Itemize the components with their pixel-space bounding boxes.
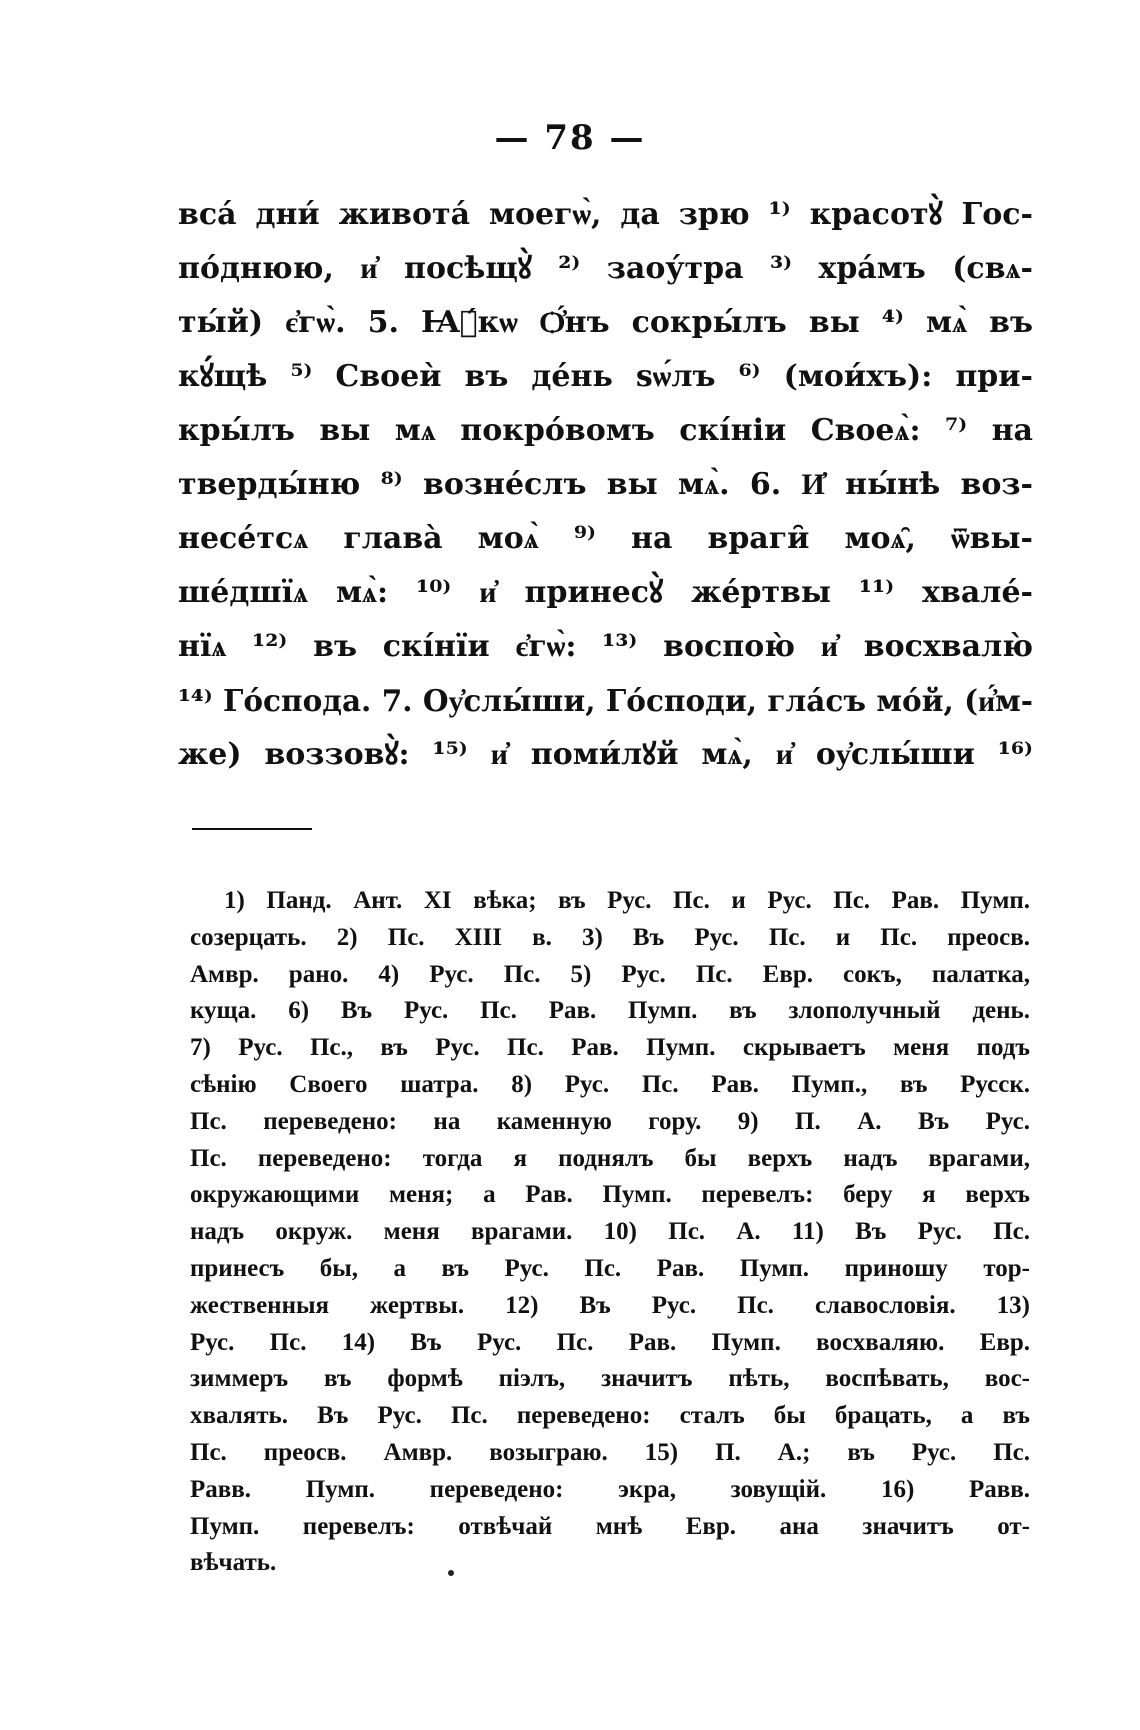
footnote-line: созерцать. 2) Пс. XIII в. 3) Въ Рус. Пс. и Пс. преосв.: [190, 923, 1030, 951]
footnote-line: сѣнію Своего шатра. 8) Рус. Пс. Рав. Пумп., въ Русск.: [190, 1070, 1030, 1098]
footnotes: [190, 883, 1030, 1582]
footnote-line: Амвр. рано. 4) Рус. Пс. 5) Рус. Пс. Евр. сокъ, палатка,: [190, 960, 1030, 988]
text-line: ¹⁴⁾ Го́спода. 7. Оу҆слы́ши, Го́споди, гла́съ мо́й, (и҆́м-: [178, 683, 1033, 718]
text-line: ты́й) є҆гѡ̀. 5. Ꙗ҆́кѡ Ѻ҆́нъ сокры́лъ вы ⁴⁾ мѧ̀ въ: [178, 305, 1033, 340]
text-line: ше́дшїѧ мѧ̀: ¹⁰⁾ и҆ принесꙋ̀ же́ртвы ¹¹⁾ хвале́-: [178, 575, 1033, 610]
footnote-line: хвалять. Въ Рус. Пс. переведено: сталъ бы брацать, а въ: [190, 1402, 1030, 1430]
text-line: нїѧ ¹²⁾ въ скі́нїи є҆гѡ̀: ¹³⁾ воспою̀ и҆ восхвалю̀: [178, 629, 1033, 664]
ink-dot: [448, 1570, 454, 1576]
footnote-line: Пс. переведено: тогда я поднялъ бы верхъ надъ врагами,: [190, 1144, 1030, 1172]
footnote-line: зиммеръ въ формѣ піэлъ, значитъ пѣть, воспѣвать, вос-: [190, 1365, 1030, 1393]
footnote-line: Пс. переведено: на каменную гору. 9) П. А. Въ Рус.: [190, 1107, 1030, 1135]
text-line: тверды́ню ⁸⁾ возне́слъ вы мѧ̀. 6. И҆ ны́нѣ воз-: [178, 467, 1033, 502]
footnote-line: Пс. преосв. Амвр. возыграю. 15) П. А.; въ Рус. Пс.: [190, 1438, 1030, 1466]
text-line: по́днюю, и҆ посѣщꙋ̀ ²⁾ заоу́тра ³⁾ хра́мъ (свѧ-: [178, 251, 1033, 286]
footnote-separator: [192, 828, 312, 830]
text-line: кры́лъ вы мѧ покро́вомъ скі́ніи Своеѧ̀: ⁷⁾ на: [178, 413, 1033, 448]
text-line: вса́ дни́ живота́ моегѡ̀, да зрю ¹⁾ красотꙋ̀ Гос-: [178, 197, 1033, 232]
footnote-line: Рус. Пс. 14) Въ Рус. Пс. Рав. Пумп. восхваляю. Евр.: [190, 1328, 1030, 1356]
footnote-line: Пумп. перевелъ: отвѣчай мнѣ Евр. ана значитъ от-: [190, 1512, 1030, 1540]
text-line: кꙋ́щѣ ⁵⁾ Своеѝ въ де́нь ѕѡ́лъ ⁶⁾ (мои́хъ): при-: [178, 359, 1033, 394]
church-slavonic-text: [178, 188, 1033, 782]
footnote-line: надъ окруж. меня врагами. 10) Пс. А. 11) Въ Рус. Пс.: [190, 1218, 1030, 1246]
footnote-line: 1) Панд. Ант. XI вѣка; въ Рус. Пс. и Рус. Пс. Рав. Пумп.: [224, 887, 1030, 914]
footnote-line: Равв. Пумп. переведено: экра, зовущій. 16) Равв.: [190, 1475, 1030, 1503]
footnote-line: окружающими меня; а Рав. Пумп. перевелъ: беру я верхъ: [190, 1181, 1030, 1209]
page-number: — 78 —: [494, 118, 646, 158]
footnote-line: вѣчать.: [190, 1549, 277, 1577]
footnote-line: жественныя жертвы. 12) Въ Рус. Пс. славословія. 13): [190, 1291, 1030, 1319]
footnote-line: куща. 6) Въ Рус. Пс. Рав. Пумп. въ злополучный день.: [190, 997, 1030, 1025]
text-line: несе́тсѧ глава̀ моѧ̀ ⁹⁾ на враги̑ моѧ̑, ѿвы-: [178, 521, 1033, 556]
footnote-line: 7) Рус. Пс., въ Рус. Пс. Рав. Пумп. скрываетъ меня подъ: [190, 1034, 1030, 1062]
footnote-line: принесъ бы, а въ Рус. Пс. Рав. Пумп. приношу тор-: [190, 1254, 1030, 1282]
text-line: же) воззовꙋ̀: ¹⁵⁾ и҆ поми́лꙋй мѧ̀, и҆ оу҆слы́ши ¹⁶⁾: [178, 737, 1033, 772]
